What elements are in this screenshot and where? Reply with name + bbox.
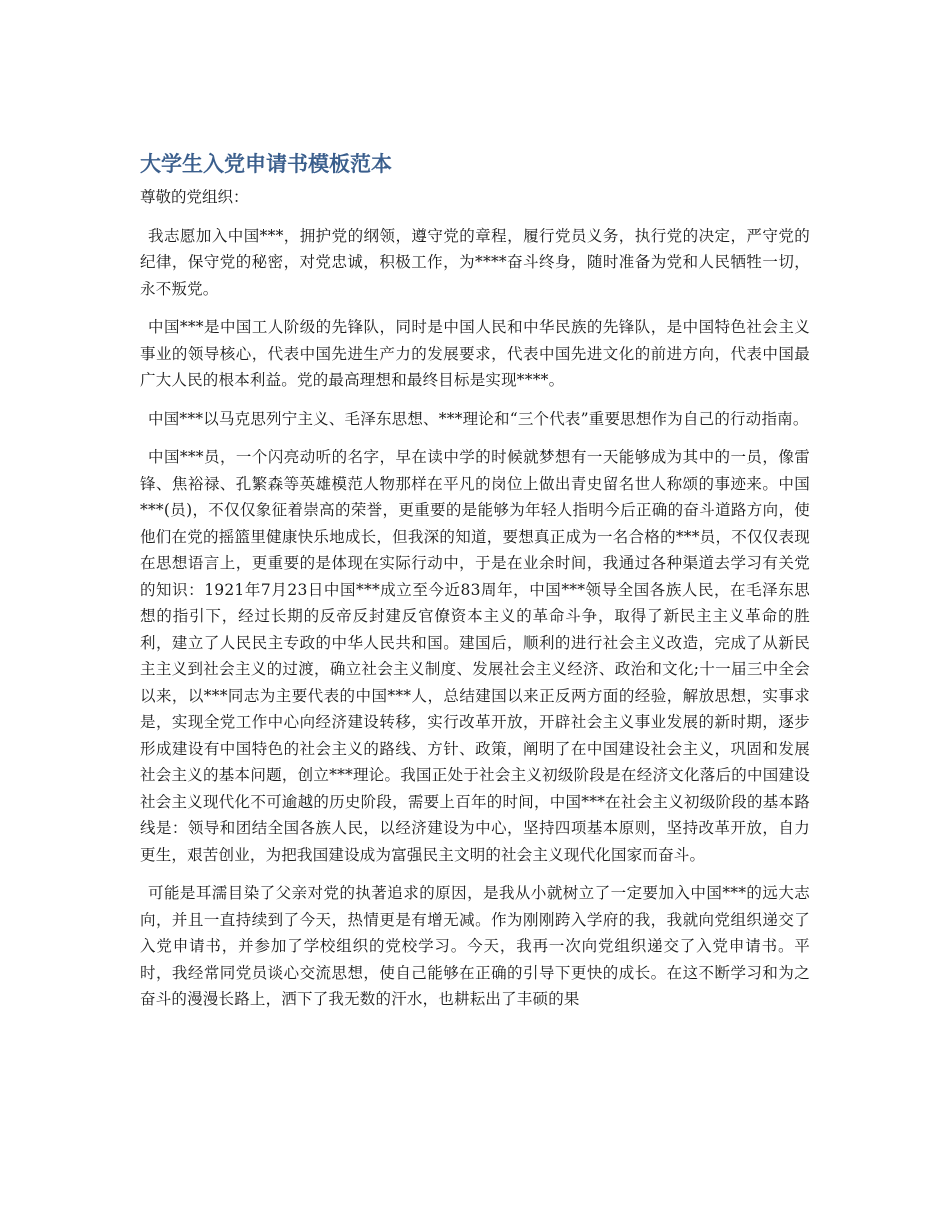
document-title: 大学生入党申请书模板范本 — [140, 152, 392, 176]
paragraph-pledge: 我志愿加入中国***，拥护党的纲领，遵守党的章程，履行党员义务，执行党的决定，严守党的纪律，保守党的秘密，对党忠诚，积极工作，为****奋斗终身，随时准备为党和人民牺牲一切，永不叛党。 — [140, 226, 810, 298]
paragraph-party-nature: 中国***是中国工人阶级的先锋队，同时是中国人民和中华民族的先锋队，是中国特色社会主义事业的领导核心，代表中国先进生产力的发展要求，代表中国先进文化的前进方向，代表中国最广大人民的根本利益。党的最高理想和最终目标是实现****。 — [140, 318, 810, 389]
salutation: 尊敬的党组织： — [140, 188, 249, 206]
paragraph-guiding-ideology: 中国***以马克思列宁主义、毛泽东思想、***理论和“三个代表”重要思想作为自己的行动指南。 — [148, 409, 809, 428]
paragraph-personal-motivation: 可能是耳濡目染了父亲对党的执著追求的原因，是我从小就树立了一定要加入中国***的远大志向，并且一直持续到了今天，热情更是有增无减。作为刚刚跨入学府的我，我就向党组织递交了入党申请书，并参加了学校组织的党校学习。今天，我再一次向党组织递交了入党申请书。平时，我经常同党员谈心交流思想，使自己能够在正确的引导下更快的成长。在这不断学习和为之奋斗的漫漫长路上，洒下了我无数的汗水，也耕耘出了丰硕的果 — [140, 884, 810, 1008]
document-body — [140, 148, 810, 1025]
paragraph-party-history: 中国***员，一个闪亮动听的名字，早在读中学的时候就梦想有一天能够成为其中的一员，像雷锋、焦裕禄、孔繁森等英雄模范人物那样在平凡的岗位上做出青史留名世人称颂的事迹来。中国***(员)，不仅仅象征着崇高的荣誉，更重要的是能够为年轻人指明今后正确的奋斗道路方向，使他们在党的摇篮里健康快乐地成长，但我深的知道，要想真正成为一名合格的***员，不仅仅表现在思想语言上，更重要的是体现在实际行动中，于是在业余时间，我通过各种渠道去学习有关党的知识：1921年7月23日中国***成立至今近83周年，中国***领导全国各族人民，在毛泽东思想的指引下，经过长期的反帝反封建反官僚资本主义的革命斗争，取得了新民主主义革命的胜利，建立了人民民主专政的中华人民共和国。建国后，顺利的进行社会主义改造，完成了从新民主主义到社会主义的过渡，确立社会主义制度、发展社会主义经济、政治和文化;十一届三中全会以来，以***同志为主要代表的中国***人，总结建国以来正反两方面的经验，解放思想，实事求是，实现全党工作中心向经济建设转移，实行改革开放，开辟社会主义事业发展的新时期，逐步形成建设有中国特色的社会主义的路线、方针、政策，阐明了在中国建设社会主义，巩固和发展社会主义的基本问题，创立***理论。我国正处于社会主义初级阶段是在经济文化落后的中国建设社会主义现代化不可逾越的历史阶段，需要上百年的时间，中国***在社会主义初级阶段的基本路线是：领导和团结全国各族人民，以经济建设为中心，坚持四项基本原则，坚持改革开放，自力更生，艰苦创业，为把我国建设成为富强民主文明的社会主义现代化国家而奋斗。 — [140, 448, 810, 864]
